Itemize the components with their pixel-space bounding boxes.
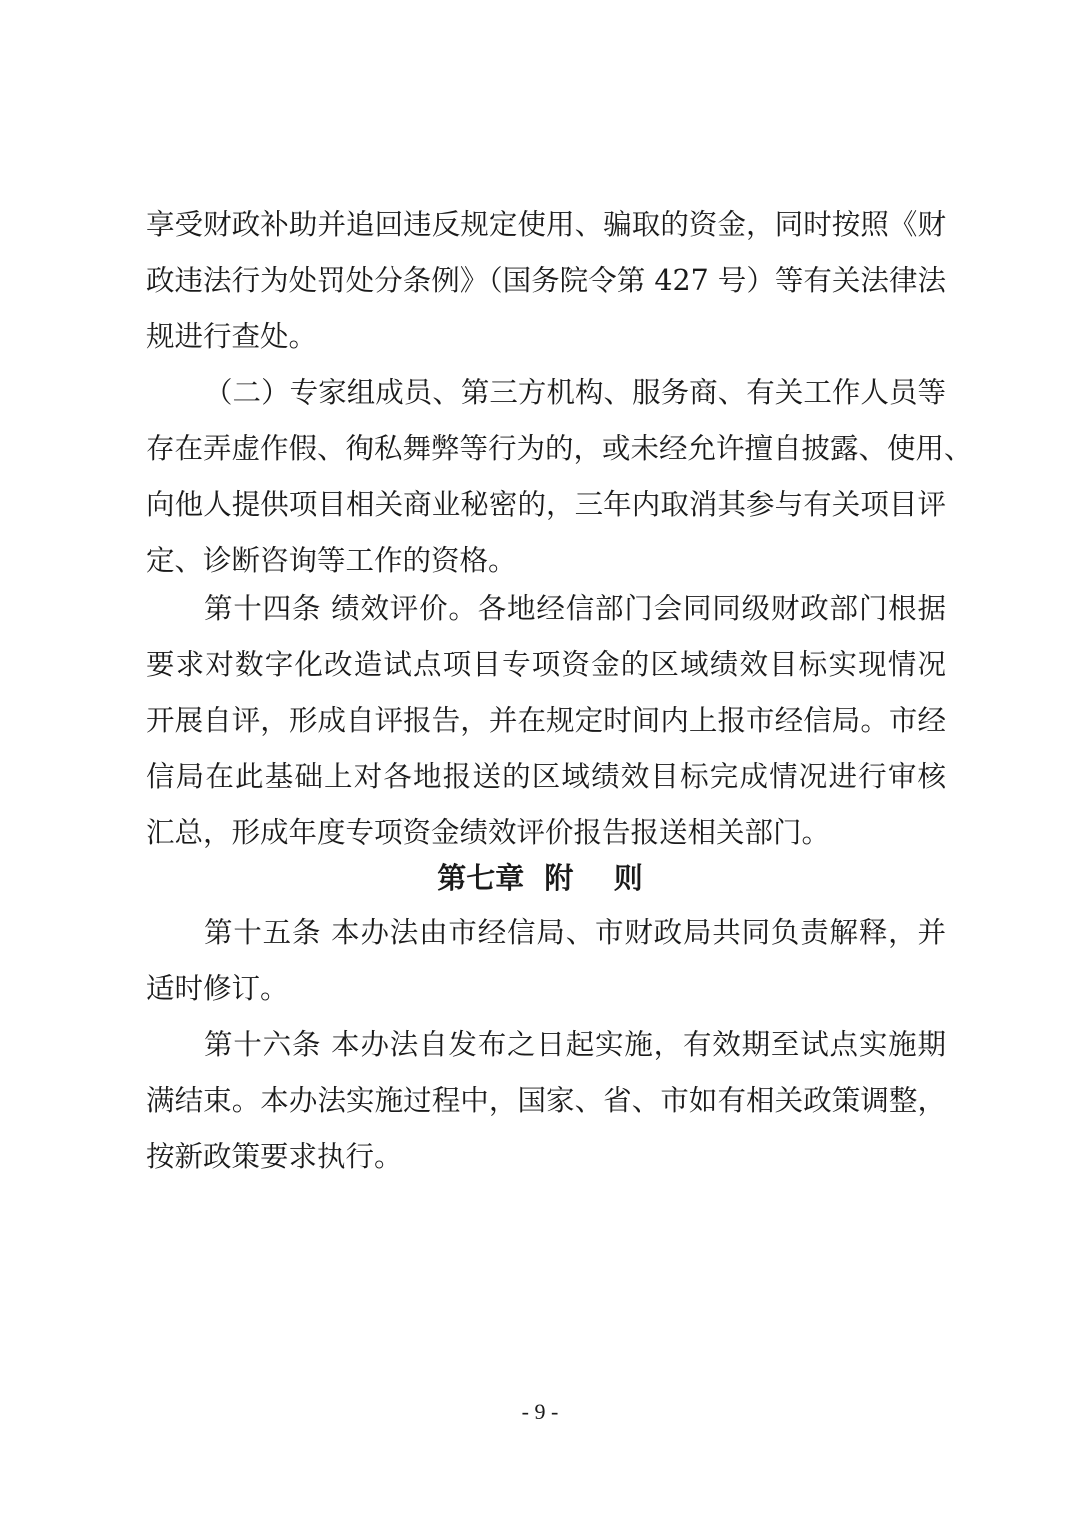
- paragraph-line: 定、诊断咨询等工作的资格。: [146, 544, 517, 577]
- paragraph-line: 规进行查处。: [146, 320, 318, 353]
- paragraph-line: 按新政策要求执行。: [146, 1140, 403, 1173]
- paragraph-line: 要求对数字化改造试点项目专项资金的区域绩效目标实现情况: [146, 648, 946, 681]
- article-15-line: 第十五条 本办法由市经信局、市财政局共同负责解释，并: [204, 916, 946, 949]
- paragraph-line: 满结束。本办法实施过程中，国家、省、市如有相关政策调整，: [146, 1084, 946, 1117]
- paragraph-line: 向他人提供项目相关商业秘密的，三年内取消其参与有关项目评: [146, 488, 946, 521]
- paragraph-line: 适时修订。: [146, 972, 289, 1005]
- paragraph-line: 享受财政补助并追回违反规定使用、骗取的资金，同时按照《财: [146, 208, 946, 241]
- paragraph-line: 信局在此基础上对各地报送的区域绩效目标完成情况进行审核: [146, 760, 946, 793]
- article-16-line: 第十六条 本办法自发布之日起实施，有效期至试点实施期: [204, 1028, 946, 1061]
- paragraph-line: 存在弄虚作假、徇私舞弊等行为的，或未经允许擅自披露、使用、: [146, 432, 973, 465]
- paragraph-line: 开展自评，形成自评报告，并在规定时间内上报市经信局。市经: [146, 704, 946, 737]
- paragraph-line: （二）专家组成员、第三方机构、服务商、有关工作人员等: [204, 376, 946, 409]
- article-14-line: 第十四条 绩效评价。各地经信部门会同同级财政部门根据: [204, 592, 946, 625]
- paragraph-line: 政违法行为处罚处分条例》（国务院令第 427 号）等有关法律法: [146, 264, 946, 297]
- page-number: - 9 -: [521, 1399, 559, 1424]
- chapter-title: 第七章 附 则: [437, 861, 643, 895]
- paragraph-line: 汇总，形成年度专项资金绩效评价报告报送相关部门。: [146, 816, 831, 849]
